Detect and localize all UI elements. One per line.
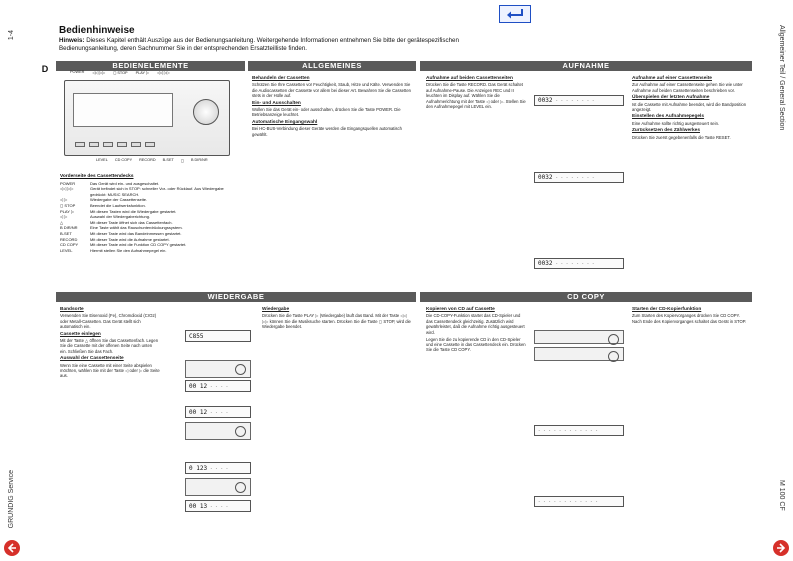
deck-mini-4 xyxy=(534,347,624,361)
table-row: RECORD Mit dieser Taste wird die Aufnahme gestartet. xyxy=(60,236,170,242)
allgemeines-heading-1: Behandeln der Cassetten xyxy=(252,76,310,81)
aufnahme-text-5: Drücken Sie zuerst gegebenenfalls die Taste RESET. xyxy=(632,134,731,140)
allgemeines-heading-3: Automatische Eingangswahl xyxy=(252,119,318,125)
aufnahme-heading-3: Überspielen der letzten Aufnahme xyxy=(632,95,710,101)
label-stop: ◻ STOP xyxy=(113,71,128,75)
label-level: LEVEL xyxy=(96,158,108,162)
deck-mini-1 xyxy=(185,360,251,378)
banner-bedienelemente: BEDIENELEMENTE xyxy=(56,61,245,71)
table-row: ◁◁ ▷▷ Gerät befindet sich in STOP: schneller Vor- oder Rücklauf. Aus Wiedergabe gedrückt: MUSIC SEARCH. xyxy=(60,186,224,197)
deck-mini-3 xyxy=(185,478,251,496)
brand-label: GRUNDIG Service xyxy=(8,470,15,529)
cdcopy-text-2: Legen Sie die zu kopierende CD in den CD-Spieler und eine Cassette in das Cassettendeck ein. Drücken Sie die Taste CD COPY. xyxy=(426,336,526,353)
aufnahme-heading-2: Aufnahme auf einer Cassettenseite xyxy=(632,76,712,81)
label-bdir: B DIR/NR xyxy=(190,158,208,162)
aufnahme-display-2: 0032 - - - - - - - - xyxy=(534,172,624,183)
cdcopy-heading-2: Starten der CD-Kopierfunktion xyxy=(632,307,702,312)
banner-wiedergabe: WIEDERGABE xyxy=(56,292,416,302)
wiedergabe-heading-1: Bandsorte xyxy=(60,307,84,312)
page-number: 1-4 xyxy=(8,30,15,41)
hint-body: Dieses Kapitel enthält Auszüge aus der Bedienungsanleitung. Weitergehende Informationen entnehmen Sie bitte der gerätespezifischen Bedienungsanleitung, deren Sachnummer Sie in der entsprechenden Ersatzteilliste finden. xyxy=(59,37,459,52)
controls-table xyxy=(60,172,240,253)
table-row: ◁ ▷ Wiedergabe der Cassettenseite. xyxy=(60,197,148,203)
return-arrow-icon xyxy=(504,8,526,20)
allgemeines-column xyxy=(252,74,412,284)
aufnahme-text-2: Zur Aufnahme auf einer Cassettenseite gehen Sie wie unter Aufnahme auf beiden Cassettenseiten beschrieben vor. xyxy=(632,82,743,93)
arrow-left-icon xyxy=(7,543,17,553)
wiedergabe-column-1 xyxy=(60,305,160,525)
cd-player-mini xyxy=(534,330,624,344)
section-label: Allgemeiner Teil / General Section xyxy=(778,25,785,131)
aufnahme-text-1: Drücken Sie die Taste RECORD. Das Gerät schaltet auf Aufnahme-Pause. Die Anzeigen REC und II leuchten im Display auf. Wählen Sie die Aufnahmerichtung mit der Taste ◁ oder ▷. Stellen Sie den Aufnahmepegel mit LEVEL ein. xyxy=(426,82,526,110)
cdcopy-heading-1: Kopieren von CD auf Cassette xyxy=(426,307,495,312)
wiedergabe-text-1: Verwenden Sie Eisenoxid (Fe), Chromdioxid (CrO2) oder Metall-Cassetten. Das Gerät stellt sich automatisch ein. xyxy=(60,313,157,330)
table-row: ◁ ▷ Auswahl der Wiedergaberichtung. xyxy=(60,214,151,220)
label-bset: B-SET xyxy=(162,158,174,162)
cdcopy-display-1: - - - - - - - - - - - - xyxy=(534,425,624,436)
wiedergabe-column-2 xyxy=(262,305,412,525)
device-buttons xyxy=(75,142,155,147)
model-label: M 100 CF xyxy=(778,480,785,511)
label-rew-ff-2: ◁◁ ▷▷ xyxy=(156,71,170,75)
table-row: LEVEL Hiermit stellen Sie den Aufnahmepegel ein. xyxy=(60,247,167,253)
label-power: POWER xyxy=(70,70,85,74)
next-page-button[interactable] xyxy=(773,540,789,556)
banner-allgemeines: ALLGEMEINES xyxy=(248,61,416,71)
table-row: CD COPY Mit dieser Taste wird die Funktion CD COPY gestartet. xyxy=(60,242,187,248)
arrow-right-icon xyxy=(776,543,786,553)
cassette-slot xyxy=(73,93,173,127)
label-rew-ff: ◁◁ ▷▷ xyxy=(92,71,106,75)
cdcopy-text-3: Zum Starten des Kopiervorganges drücken Sie CD COPY. Nach Ende des Kopiervorganges schaltet das Gerät in STOP. xyxy=(632,313,747,324)
wiedergabe-text-2: Mit der Taste △ öffnen Sie das Cassettenfach. Legen Sie die Cassette mit der offenen Seite nach unten ein. Schließen Sie das Fach. xyxy=(60,338,159,354)
back-button[interactable] xyxy=(499,5,531,23)
allgemeines-text-2: Wollen Sie das Gerät ein- oder ausschalten, drücken Sie die Taste POWER. Die Betriebsanzeige leuchtet. xyxy=(252,107,401,118)
cdcopy-column-1 xyxy=(426,305,526,525)
level-knob xyxy=(193,99,219,125)
cdcopy-display-2: - - - - - - - - - - - - xyxy=(534,496,624,507)
aufnahme-heading-1: Aufnahme auf beiden Cassettenseiten xyxy=(426,76,513,81)
wiedergabe-display-3: 00 12 - - - - xyxy=(185,406,251,418)
aufnahme-text-3: Ist die Cassette mit Aufnahme beendet, wird die Bandposition angezeigt. xyxy=(632,101,747,113)
label-record: RECORD xyxy=(139,158,156,162)
wiedergabe-heading-4: Wiedergabe xyxy=(262,307,290,312)
device-top-labels xyxy=(70,70,170,75)
label-cdcopy: CD COPY xyxy=(114,158,133,162)
aufnahme-display-3: 0032 - - - - - - - - xyxy=(534,258,624,269)
aufnahme-display-1: 0032 - - - - - - - - xyxy=(534,95,624,106)
wiedergabe-text-3: Wenn Sie eine Cassette mit einer Seite abspielen möchten, wählen Sie mit der Taste ◁ oder ▷ die Seite aus. xyxy=(60,362,160,379)
device-bottom-labels xyxy=(96,158,208,163)
allgemeines-text-3: Bei HC-BUS-Verbindung dieser Geräte werden die Eingangsquellen automatisch gewählt. xyxy=(252,126,402,137)
wiedergabe-display-5: 00 13 - - - - xyxy=(185,500,251,512)
cdcopy-text-1: Die CD-COPY-Funktion startet das CD-Spieler und das Cassettendeck gleichzeitig. Zusätzlich wird gewährleistet, daß die Aufnahme richtig ausgesteuert wird. xyxy=(426,313,525,335)
wiedergabe-display-1: C855 xyxy=(185,330,251,342)
language-marker: D xyxy=(41,64,49,74)
table-row: △ Mit dieser Taste öffnet sich das Cassettenfach. xyxy=(60,219,173,225)
hint-label: Hinweis: xyxy=(59,37,85,44)
wiedergabe-heading-3: Auswahl der Cassettenseite xyxy=(60,356,124,362)
aufnahme-heading-4: Einstellen des Aufnahmepegels xyxy=(632,114,705,120)
aufnahme-column-2 xyxy=(632,74,750,284)
table-row: PLAY ▷ Mit diesen Tasten wird die Wiedergabe gestartet. xyxy=(60,208,177,214)
allgemeines-heading-2: Ein- und Ausschalten xyxy=(252,100,301,106)
hint-text xyxy=(59,37,499,53)
wiedergabe-display-4: 0 123 - - - - xyxy=(185,462,251,474)
prev-page-button[interactable] xyxy=(4,540,20,556)
label-eject: ◻ xyxy=(180,159,184,163)
aufnahme-heading-5: Zurücksetzen des Zählwerkes xyxy=(632,128,700,134)
cdcopy-column-2 xyxy=(632,305,750,525)
wiedergabe-heading-2: Cassette einlegen xyxy=(60,331,101,337)
aufnahme-text-4: Eine Aufnahme sollte richtig ausgesteuert sein. xyxy=(632,120,720,126)
aufnahme-column-1 xyxy=(426,74,526,284)
allgemeines-text-1: Schützen Sie Ihre Cassetten vor Feuchtigkeit, Staub, Hitze und Kälte. Verwenden Sie die Audiocassetten der Cassette vor allem bei dieser Art. Bewahren Sie die Cassetten stets in der Hülle auf. xyxy=(252,82,411,99)
table-row: POWER Das Gerät wird ein- und ausgeschaltet. xyxy=(60,180,160,186)
cassette-deck-illustration xyxy=(64,80,230,156)
wiedergabe-text-4: Drücken Sie die Taste PLAY ▷ (Wiedergabe) läuft das Band. Mit der Taste ◁◁ ▷▷ können Sie die Musiksuche starten. Drücken Sie die Taste ◻ STOP, wird die Wiedergabe beendet. xyxy=(262,313,411,330)
table-row: ◻ STOP Beendet die Laufwerksfunktion. xyxy=(60,202,146,208)
table-row: B-SET Mit dieser Taste wird das Bandeinmessen gestartet. xyxy=(60,230,182,236)
page-title: Bedienhinweise xyxy=(59,25,135,36)
controls-heading: Vorderseite des Cassettendecks xyxy=(60,174,134,179)
table-row: B DIR/NR Eine Taste wählt das Rauschunterdrückungssystem. xyxy=(60,225,183,231)
label-play: PLAY ▷ xyxy=(135,71,149,75)
banner-aufnahme: AUFNAHME xyxy=(420,61,752,71)
deck-mini-2 xyxy=(185,422,251,440)
banner-cd-copy: CD COPY xyxy=(420,292,752,302)
wiedergabe-display-2: 00 12 - - - - xyxy=(185,380,251,392)
